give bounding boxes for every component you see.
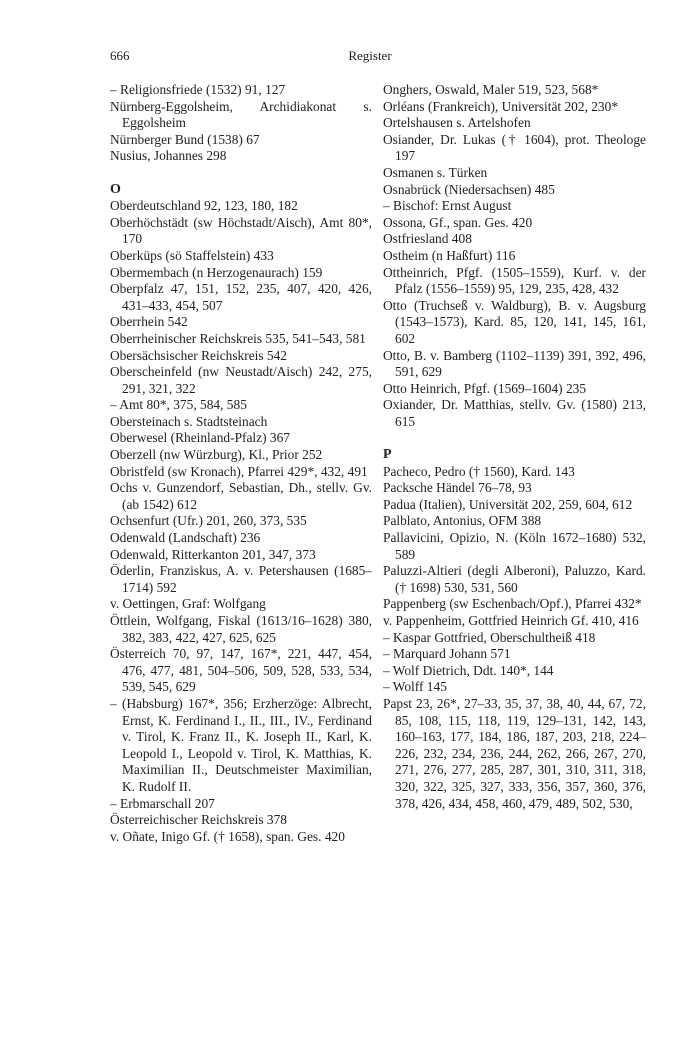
index-entry: – Religionsfriede (1532) 91, 127 bbox=[110, 82, 286, 97]
index-entry: Nürnberg-Eggolsheim, Archidiakonat s. Eggolsheim bbox=[110, 98, 372, 131]
index-entry: v. Pappenheim, Gottfried Heinrich Gf. 410, 416 bbox=[383, 613, 639, 628]
index-entry: Padua (Italien), Universität 202, 259, 604, 612 bbox=[383, 496, 633, 512]
index-entry: – Amt 80*, 375, 584, 585 bbox=[110, 397, 247, 413]
section-letter-p: P bbox=[383, 447, 392, 463]
index-entry: Osiander, Dr. Lukas († 1604), prot. Theologe 197 bbox=[383, 131, 646, 164]
index-entry: Otto Heinrich, Pfgf. (1569–1604) 235 bbox=[383, 380, 587, 396]
index-entry: Ottheinrich, Pfgf. (1505–1559), Kurf. v. der Pfalz (1556–1559) 95, 129, 235, 428, 432 bbox=[383, 264, 646, 297]
index-entry: Ossona, Gf., span. Ges. 420 bbox=[383, 214, 533, 230]
index-entry: Pappenberg (sw Eschenbach/Opf.), Pfarrei 432* bbox=[383, 596, 642, 612]
index-entry: – (Habsburg) 167*, 356; Erzherzöge: Albrecht, Ernst, K. Ferdinand I., II., III., IV., Ferdinand v. Tirol, K. Franz II., K. Joseph II., Karl, K. Leopold I., Leopold v. Tirol, K. Matthias, K. Maximilian II., Deutschmeister Maximilian, K. Rudolf II. bbox=[110, 695, 372, 794]
index-entry: – Wolff 145 bbox=[383, 679, 447, 695]
index-entry: Oberdeutschland 92, 123, 180, 182 bbox=[110, 198, 298, 214]
index-entry: Nusius, Johannes 298 bbox=[110, 148, 227, 164]
index-entry: v. Oettingen, Graf: Wolfgang bbox=[110, 596, 266, 612]
index-entry: Oberrheinischer Reichskreis 535, 541–543, 581 bbox=[110, 330, 366, 346]
index-entry: Otto, B. v. Bamberg (1102–1139) 391, 392, 496, 591, 629 bbox=[383, 347, 646, 380]
index-entry: Oberscheinfeld (nw Neustadt/Aisch) 242, 275, 291, 321, 322 bbox=[110, 364, 372, 396]
running-head: Register bbox=[348, 48, 392, 63]
index-entry: Osmanen s. Türken bbox=[383, 164, 488, 180]
index-entry: Oxiander, Dr. Matthias, stellv. Gv. (1580) 213, 615 bbox=[383, 397, 646, 429]
index-entry: Oberhöchstädt (sw Höchstadt/Aisch), Amt 80*, 170 bbox=[110, 214, 372, 247]
index-entry: Paluzzi-Altieri (degli Alberoni), Paluzzo, Kard. († 1698) 530, 531, 560 bbox=[383, 563, 646, 595]
left-column bbox=[110, 82, 372, 845]
index-entry: Ostfriesland 408 bbox=[383, 231, 472, 247]
index-entry: Obermembach (n Herzogenaurach) 159 bbox=[110, 264, 323, 280]
index-entry: Oberrhein 542 bbox=[110, 314, 188, 330]
index-entry: Oberzell (nw Würzburg), Kl., Prior 252 bbox=[110, 447, 323, 463]
entries-before bbox=[383, 82, 646, 430]
index-entry: Österreich 70, 97, 147, 167*, 221, 447, 454, 476, 477, 481, 504–506, 509, 528, 533, 534, 539, 545, 629 bbox=[110, 646, 372, 695]
right-column bbox=[383, 82, 646, 812]
index-entry: – Bischof: Ernst August bbox=[383, 198, 512, 214]
index-entry: – Kaspar Gottfried, Oberschultheiß 418 bbox=[383, 629, 596, 645]
index-entry: Orléans (Frankreich), Universität 202, 230* bbox=[383, 98, 619, 114]
index-entry: Packsche Händel 76–78, 93 bbox=[383, 480, 532, 496]
index-entry: Papst 23, 26*, 27–33, 35, 37, 38, 40, 44, 67, 72, 85, 108, 115, 118, 119, 129–131, 142, 143, 160–163, 177, 184, 186, 187, 203, 218, 224–226, 232, 234, 236, 244, 262, 266, 267, 270, 271, 276, 277, 285, 287, 301, 310, 311, 318, 320, 322, 325, 327, 333, 356, 357, 360, 376, 378, 426, 434, 458, 460, 479, 489, 502, 530, bbox=[383, 695, 646, 811]
index-entry: Onghers, Oswald, Maler 519, 523, 568* bbox=[383, 82, 599, 97]
index-entry: – Marquard Johann 571 bbox=[383, 646, 511, 662]
index-entry: Ostheim (n Haßfurt) 116 bbox=[383, 247, 516, 263]
index-entry: Ochsenfurt (Ufr.) 201, 260, 373, 535 bbox=[110, 513, 307, 529]
index-entry: Ortelshausen s. Artelshofen bbox=[383, 115, 531, 131]
index-entry: Pallavicini, Opizio, N. (Köln 1672–1680) 532, 589 bbox=[383, 530, 646, 562]
index-entry: Nürnberger Bund (1538) 67 bbox=[110, 131, 260, 147]
index-entry: Pacheco, Pedro († 1560), Kard. 143 bbox=[383, 463, 575, 479]
index-entry: Odenwald (Landschaft) 236 bbox=[110, 530, 261, 546]
index-entry: Osnabrück (Niedersachsen) 485 bbox=[383, 181, 555, 197]
index-entry: Österreichischer Reichskreis 378 bbox=[110, 812, 287, 828]
index-entry: Oberküps (sö Staffelstein) 433 bbox=[110, 247, 274, 263]
entries-o bbox=[110, 198, 372, 845]
entries-p bbox=[383, 464, 646, 812]
index-entry: Obersteinach s. Stadtsteinach bbox=[110, 413, 268, 429]
index-entry: Oberpfalz 47, 151, 152, 235, 407, 420, 426, 431–433, 454, 507 bbox=[110, 281, 372, 313]
index-entry: Odenwald, Ritterkanton 201, 347, 373 bbox=[110, 546, 316, 562]
entries-before bbox=[110, 82, 372, 165]
index-entry: Öttlein, Wolfgang, Fiskal (1613/16–1628) 380, 382, 383, 422, 427, 625, 625 bbox=[110, 613, 372, 645]
index-entry: – Erbmarschall 207 bbox=[110, 795, 215, 811]
index-entry: – Wolf Dietrich, Ddt. 140*, 144 bbox=[383, 662, 554, 678]
section-letter-o: O bbox=[110, 181, 121, 197]
index-entry: Oberwesel (Rheinland-Pfalz) 367 bbox=[110, 430, 290, 446]
page-number: 666 bbox=[110, 48, 130, 63]
index-entry: Obersächsischer Reichskreis 542 bbox=[110, 347, 288, 363]
index-entry: v. Oñate, Inigo Gf. († 1658), span. Ges. 420 bbox=[110, 828, 345, 844]
index-entry: Palblato, Antonius, OFM 388 bbox=[383, 513, 542, 529]
index-entry: Ochs v. Gunzendorf, Sebastian, Dh., stellv. Gv. (ab 1542) 612 bbox=[110, 480, 372, 512]
index-entry: Obristfeld (sw Kronach), Pfarrei 429*, 432, 491 bbox=[110, 463, 368, 479]
page-header bbox=[110, 48, 630, 66]
index-entry: Otto (Truchseß v. Waldburg), B. v. Augsburg (1543–1573), Kard. 85, 120, 141, 145, 161, 602 bbox=[383, 297, 646, 346]
index-entry: Öderlin, Franziskus, A. v. Petershausen (1685–1714) 592 bbox=[110, 563, 372, 595]
